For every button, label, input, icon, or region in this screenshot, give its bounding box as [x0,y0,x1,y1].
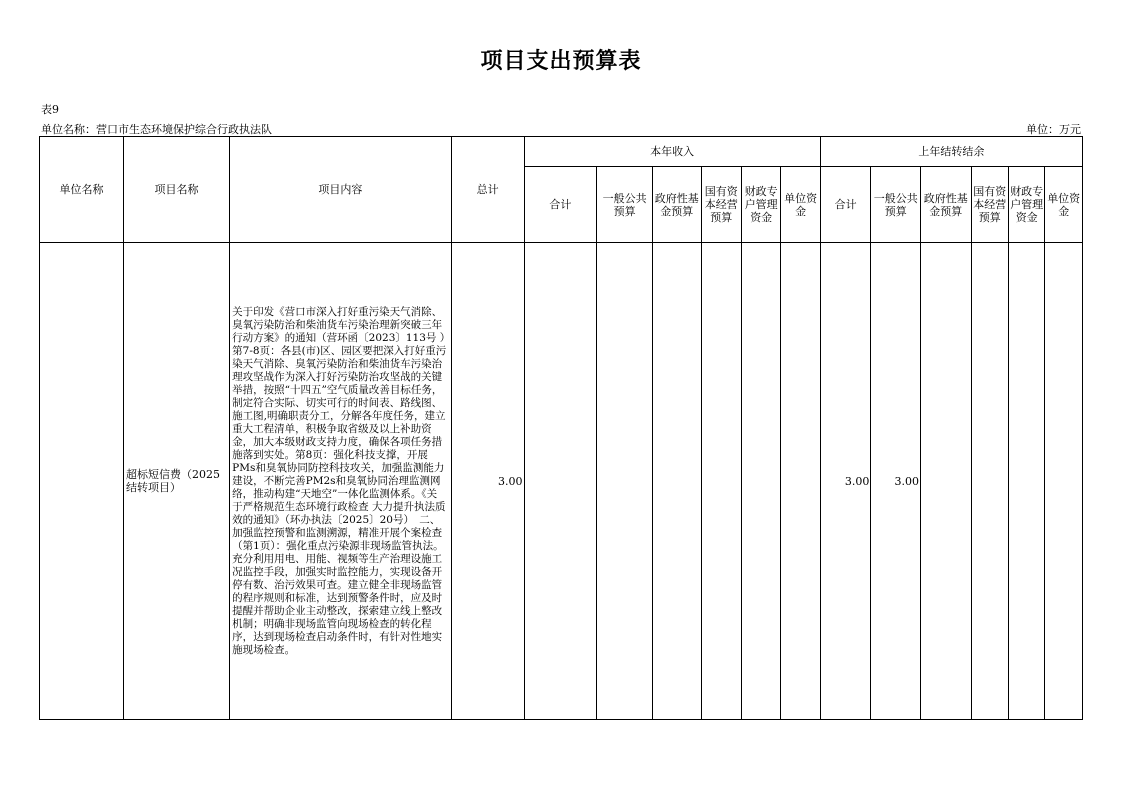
table-row [40,243,1083,720]
cell-project-name: 超标短信费（2025结转项目） [123,243,229,720]
unit-measure: 单位：万元 [1026,123,1081,136]
header-py-total: 合计 [820,167,871,243]
header-current-year-income: 本年收入 [524,137,820,167]
header-total: 总计 [451,137,524,243]
cell-py-unit-fund [1045,243,1083,720]
header-cy-general-budget: 一般公共预算 [597,167,653,243]
cell-py-total: 3.00 [820,243,871,720]
header-cy-fiscal-special-fund: 财政专户管理资金 [741,167,780,243]
cell-py-gov-fund-budget [920,243,971,720]
cell-py-fiscal-special-fund [1008,243,1044,720]
header-prior-year-carryover: 上年结转结余 [820,137,1082,167]
unit-name-line [41,121,272,137]
table-number: 表9 [41,103,59,116]
budget-table [39,136,1083,720]
cell-cy-general-budget [597,243,653,720]
cell-cy-unit-fund [781,243,820,720]
cell-py-state-capital-budget [971,243,1008,720]
header-cy-total: 合计 [524,167,597,243]
cell-cy-gov-fund-budget [652,243,701,720]
cell-py-general-budget: 3.00 [871,243,921,720]
cell-cy-state-capital-budget [701,243,741,720]
page-title: 项目支出预算表 [480,49,642,74]
header-py-state-capital-budget: 国有资本经营预算 [971,167,1008,243]
cell-cy-fiscal-special-fund [741,243,780,720]
cell-total: 3.00 [451,243,524,720]
unit-name-value: 营口市生态环境保护综合行政执法队 [96,123,272,136]
header-py-unit-fund: 单位资金 [1045,167,1083,243]
header-project-name: 项目名称 [123,137,229,243]
cell-cy-total [524,243,597,720]
header-cy-state-capital-budget: 国有资本经营预算 [701,167,741,243]
cell-unit-name [40,243,124,720]
header-py-general-budget: 一般公共预算 [871,167,921,243]
header-cy-gov-fund-budget: 政府性基金预算 [652,167,701,243]
header-project-content: 项目内容 [230,137,452,243]
unit-name-label: 单位名称： [41,123,96,136]
header-row-1 [40,137,1083,167]
header-py-gov-fund-budget: 政府性基金预算 [920,167,971,243]
cell-project-content: 关于印发《营口市深入打好重污染天气消除、臭氧污染防治和柴油货车污染治理新突破三年行动方案》的通知（营环函〔2023〕113号 ）第7-8页：各县(市)区、园区要把深入打好重污染天气消除、臭氧污染防治和柴油货车污染治理攻坚战作为深入打好污染防治攻坚战的关键举措，按照“十四五”空气质量改善目标任务，制定符合实际、切实可行的时间表、路线图、施工图,明确职责分工，分解各年度任务，建立重大工程清单，积极争取省级及以上补助资金，加大本级财政支持力度，确保各项任务措施落到实处。第8页：强化科技支撑，开展PMs和臭氧协同防控科技攻关，加强监测能力建设，不断完善PM2s和臭氧协同治理监测网络，推动构建“天地空”一体化监测体系。《关于严格规范生态环境行政检查 大力提升执法质效的通知》（环办执法〔2025〕20号） 二、加强监控预警和监测溯源，精准开展个案检查（第1页）：强化重点污染源非现场监管执法。充分利用用电、用能、视频等生产治理设施工况监控手段，加强实时监控能力，实现设备开停有数、治污效果可查。建立健全非现场监管的程序规则和标准，达到预警条件时，应及时提醒并帮助企业主动整改，探索建立线上整改机制；明确非现场监管向现场检查的转化程序，达到现场检查启动条件时，有针对性地实施现场检查。 [230,243,452,720]
header-unit-name: 单位名称 [40,137,124,243]
header-cy-unit-fund: 单位资金 [781,167,820,243]
header-py-fiscal-special-fund: 财政专户管理资金 [1008,167,1044,243]
